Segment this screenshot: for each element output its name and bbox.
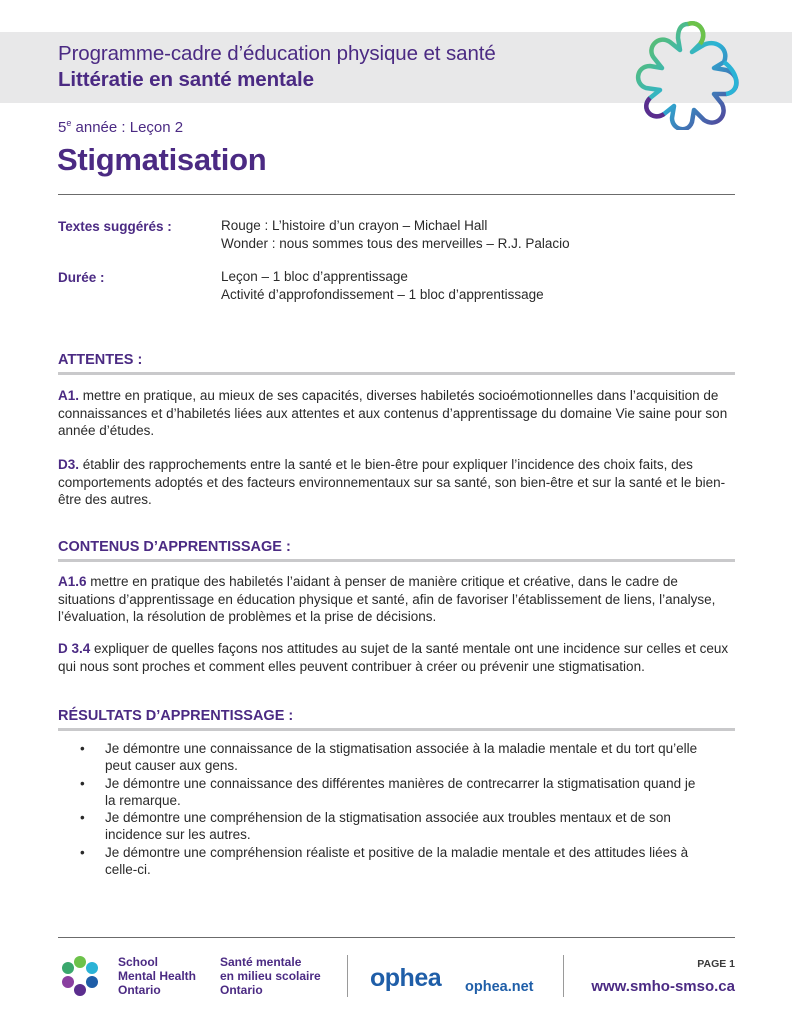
- duration-item: Activité d’approfondissement – 1 bloc d’apprentissage: [221, 287, 544, 302]
- resultats-divider: [58, 728, 735, 731]
- footer-separator: [347, 955, 348, 997]
- ophea-logo: ophea: [370, 964, 442, 992]
- contenus-item: D 3.4 expliquer de quelles façons nos attitudes au sujet de la santé mentale ont une incidence sur celles et ceux qui nous sont proches et comment elles peuvent contribuer à créer ou prévenir une stigmatisation.: [58, 641, 729, 674]
- duration-values: [221, 268, 544, 304]
- ophea-link[interactable]: ophea.net: [465, 979, 534, 995]
- curriculum-title: Programme-cadre d’éducation physique et santé: [58, 42, 496, 65]
- attentes-divider: [58, 372, 735, 375]
- curriculum-subtitle: Littératie en santé mentale: [58, 68, 314, 91]
- list-item: • Je démontre une connaissance de la stigmatisation associée à la maladie mentale et du tort qu’elle peut causer aux gens.: [80, 741, 698, 774]
- list-item: • Je démontre une connaissance des différentes manières de contrecarrer la stigmatisation quand je la remarque.: [80, 775, 696, 808]
- contenus-heading: CONTENUS D’APPRENTISSAGE :: [58, 539, 291, 555]
- expectation-code: A1.: [58, 388, 80, 403]
- content-code: A1.6: [58, 574, 87, 589]
- page-title: Stigmatisation: [57, 142, 267, 177]
- resultats-heading: RÉSULTATS D’APPRENTISSAGE :: [58, 708, 294, 724]
- smho-logo-icon: [58, 954, 102, 998]
- suggested-texts-label: Textes suggérés :: [58, 219, 172, 234]
- list-item: • Je démontre une compréhension réaliste et positive de la maladie mentale et des attitudes liées à celle-ci.: [80, 844, 689, 878]
- footer-separator: [563, 955, 564, 997]
- contenus-divider: [58, 559, 735, 562]
- suggested-texts: [221, 217, 570, 253]
- suggested-text-item: Wonder : nous sommes tous des merveilles – R.J. Palacio: [221, 236, 570, 251]
- duration-item: Leçon – 1 bloc d’apprentissage: [221, 269, 408, 284]
- suggested-text-item: Rouge : L’histoire d’un crayon – Michael Hall: [221, 218, 488, 233]
- smho-flower-logo-icon: [628, 12, 748, 130]
- smho-french-name: Santé mentale en milieu scolaire Ontario: [220, 955, 321, 997]
- lesson-label: 5e année : Leçon 2: [58, 118, 184, 136]
- learning-outcomes-list: [80, 740, 700, 878]
- expectation-code: D3.: [58, 457, 80, 472]
- content-code: D 3.4: [58, 641, 91, 656]
- duration-label: Durée :: [58, 270, 105, 285]
- contenus-item: A1.6 mettre en pratique des habiletés l’aidant à penser de manière critique et créative, dans le cadre de situations d’apprentissage en éducation physique et santé, afin de favoriser l’établissement de liens, l’analyse, l’évaluation, la résolution de problèmes et la prise de décisions.: [58, 574, 716, 624]
- attentes-item: D3. établir des rapprochements entre la santé et le bien-être pour expliquer l’incidence des choix faits, des comportements adoptés et des facteurs environnementaux sur sa santé, son bien-être et sur la santé et le bien-être des autres.: [58, 457, 726, 507]
- smho-english-name: School Mental Health Ontario: [118, 955, 197, 997]
- website-link[interactable]: www.smho-smso.ca: [591, 978, 735, 995]
- footer-divider: [58, 937, 735, 938]
- attentes-heading: ATTENTES :: [58, 352, 143, 368]
- attentes-item: A1. mettre en pratique, au mieux de ses capacités, diverses habiletés socioémotionnelles dans l’acquisition de connaissances et d’habiletés liées aux attentes et aux contenus d’apprentissage du domaine Vie saine pour son année d’études.: [58, 388, 728, 438]
- title-divider: [58, 194, 735, 195]
- page-number: PAGE 1: [697, 958, 735, 970]
- list-item: • Je démontre une compréhension de la stigmatisation associée aux troubles mentaux et de son incidence sur les autres.: [80, 810, 671, 843]
